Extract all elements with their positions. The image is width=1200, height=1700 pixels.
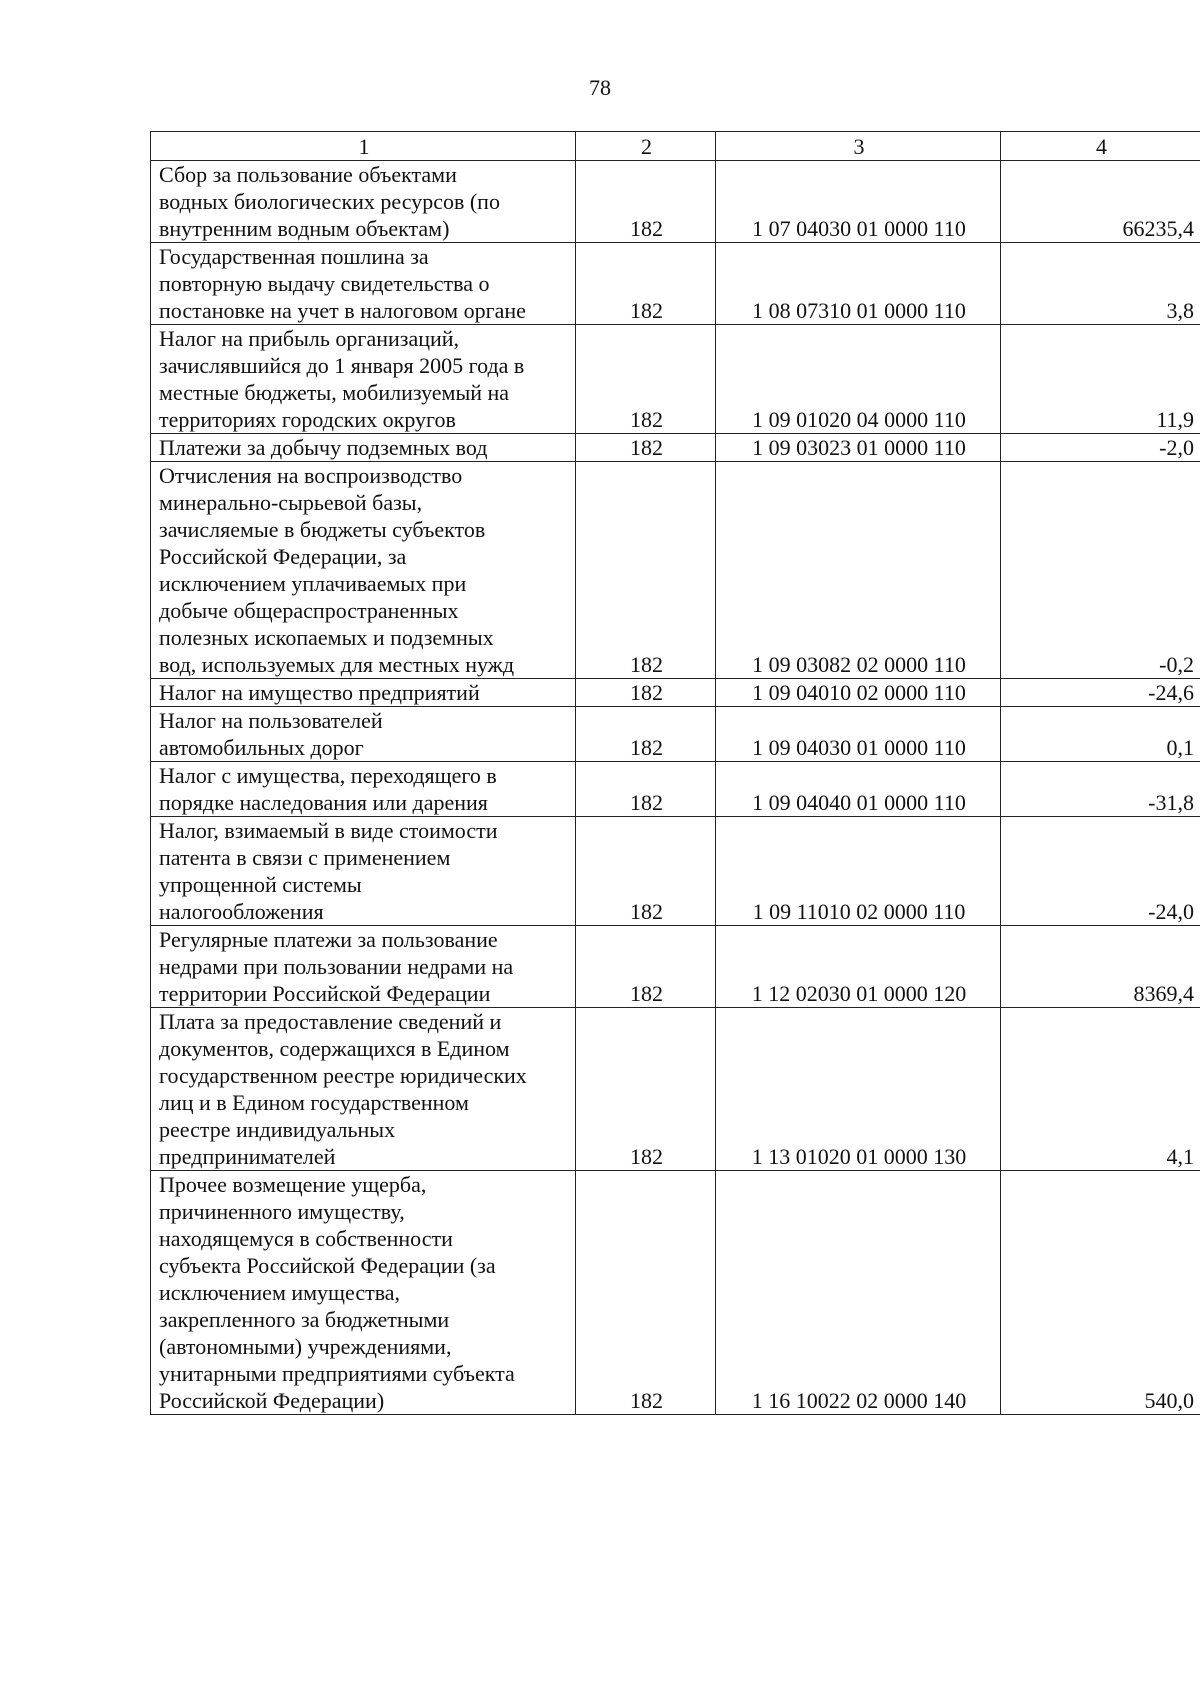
revenue-name-cell: Прочее возмещение ущерба, причиненного имуществу, находящемуся в собственности субъекта Российской Федерации (за исключением имущества, закрепленного за бюджетными (автономными) учреждениями, унитарными предприятиями субъекта Российской Федерации)	[151, 1171, 576, 1415]
revenue-name-cell: Отчисления на воспроизводство минерально-сырьевой базы, зачисляемые в бюджеты субъектов Российской Федерации, за исключением уплачиваемых при добыче общераспространенных полезных ископаемых и подземных вод, используемых для местных нужд	[151, 462, 576, 679]
amount-cell: 8369,4	[1001, 926, 1200, 1008]
amount-cell: 11,9	[1001, 325, 1200, 434]
amount-cell: -24,0	[1001, 817, 1200, 926]
budget-code-cell: 1 09 11010 02 0000 110	[716, 817, 1001, 926]
revenue-name-cell: Налог на имущество предприятий	[151, 679, 576, 707]
admin-code-cell: 182	[576, 817, 716, 926]
admin-code-cell: 182	[576, 762, 716, 817]
table-row	[151, 434, 1200, 462]
revenue-name-cell: Налог на прибыль организаций, зачислявшийся до 1 января 2005 года в местные бюджеты, мобилизуемый на территориях городских округов	[151, 325, 576, 434]
amount-cell: 66235,4	[1001, 161, 1200, 243]
budget-code-cell: 1 12 02030 01 0000 120	[716, 926, 1001, 1008]
table-header-row	[151, 132, 1200, 161]
amount-cell: 540,0	[1001, 1171, 1200, 1415]
revenue-table	[150, 131, 1200, 1415]
admin-code-cell: 182	[576, 679, 716, 707]
revenue-name-cell: Регулярные платежи за пользование недрами при пользовании недрами на территории Российской Федерации	[151, 926, 576, 1008]
column-header-1: 1	[151, 132, 576, 161]
admin-code-cell: 182	[576, 243, 716, 325]
revenue-name-cell: Налог на пользователей автомобильных дорог	[151, 707, 576, 762]
table-row	[151, 762, 1200, 817]
amount-cell: -24,6	[1001, 679, 1200, 707]
budget-code-cell: 1 16 10022 02 0000 140	[716, 1171, 1001, 1415]
page-number: 78	[589, 75, 611, 100]
budget-code-cell: 1 09 04040 01 0000 110	[716, 762, 1001, 817]
budget-code-cell: 1 09 01020 04 0000 110	[716, 325, 1001, 434]
table-row	[151, 243, 1200, 325]
amount-cell: 0,1	[1001, 707, 1200, 762]
table-row	[151, 325, 1200, 434]
budget-code-cell: 1 09 03082 02 0000 110	[716, 462, 1001, 679]
budget-code-cell: 1 09 04030 01 0000 110	[716, 707, 1001, 762]
amount-cell: -0,2	[1001, 462, 1200, 679]
revenue-name-cell: Плата за предоставление сведений и документов, содержащихся в Едином государственном реестре юридических лиц и в Едином государственном реестре индивидуальных предпринимателей	[151, 1008, 576, 1171]
admin-code-cell: 182	[576, 1008, 716, 1171]
admin-code-cell: 182	[576, 1171, 716, 1415]
budget-code-cell: 1 08 07310 01 0000 110	[716, 243, 1001, 325]
table-row	[151, 707, 1200, 762]
table-row	[151, 462, 1200, 679]
admin-code-cell: 182	[576, 707, 716, 762]
column-header-4: 4	[1001, 132, 1200, 161]
revenue-name-cell: Сбор за пользование объектами водных биологических ресурсов (по внутренним водным объектам)	[151, 161, 576, 243]
admin-code-cell: 182	[576, 462, 716, 679]
admin-code-cell: 182	[576, 434, 716, 462]
revenue-name-cell: Налог, взимаемый в виде стоимости патента в связи с применением упрощенной системы налогообложения	[151, 817, 576, 926]
revenue-name-cell: Государственная пошлина за повторную выдачу свидетельства о постановке на учет в налоговом органе	[151, 243, 576, 325]
amount-cell: 3,8	[1001, 243, 1200, 325]
table-body	[151, 132, 1200, 1415]
admin-code-cell: 182	[576, 926, 716, 1008]
budget-code-cell: 1 07 04030 01 0000 110	[716, 161, 1001, 243]
admin-code-cell: 182	[576, 161, 716, 243]
amount-cell: 4,1	[1001, 1008, 1200, 1171]
table-row	[151, 1008, 1200, 1171]
amount-cell: -31,8	[1001, 762, 1200, 817]
admin-code-cell: 182	[576, 325, 716, 434]
column-header-3: 3	[716, 132, 1001, 161]
table-row	[151, 926, 1200, 1008]
column-header-2: 2	[576, 132, 716, 161]
table-row	[151, 679, 1200, 707]
amount-cell: -2,0	[1001, 434, 1200, 462]
table-row	[151, 817, 1200, 926]
budget-code-cell: 1 13 01020 01 0000 130	[716, 1008, 1001, 1171]
revenue-name-cell: Налог с имущества, переходящего в порядке наследования или дарения	[151, 762, 576, 817]
table-row	[151, 161, 1200, 243]
table-row	[151, 1171, 1200, 1415]
budget-code-cell: 1 09 03023 01 0000 110	[716, 434, 1001, 462]
revenue-name-cell: Платежи за добычу подземных вод	[151, 434, 576, 462]
budget-code-cell: 1 09 04010 02 0000 110	[716, 679, 1001, 707]
